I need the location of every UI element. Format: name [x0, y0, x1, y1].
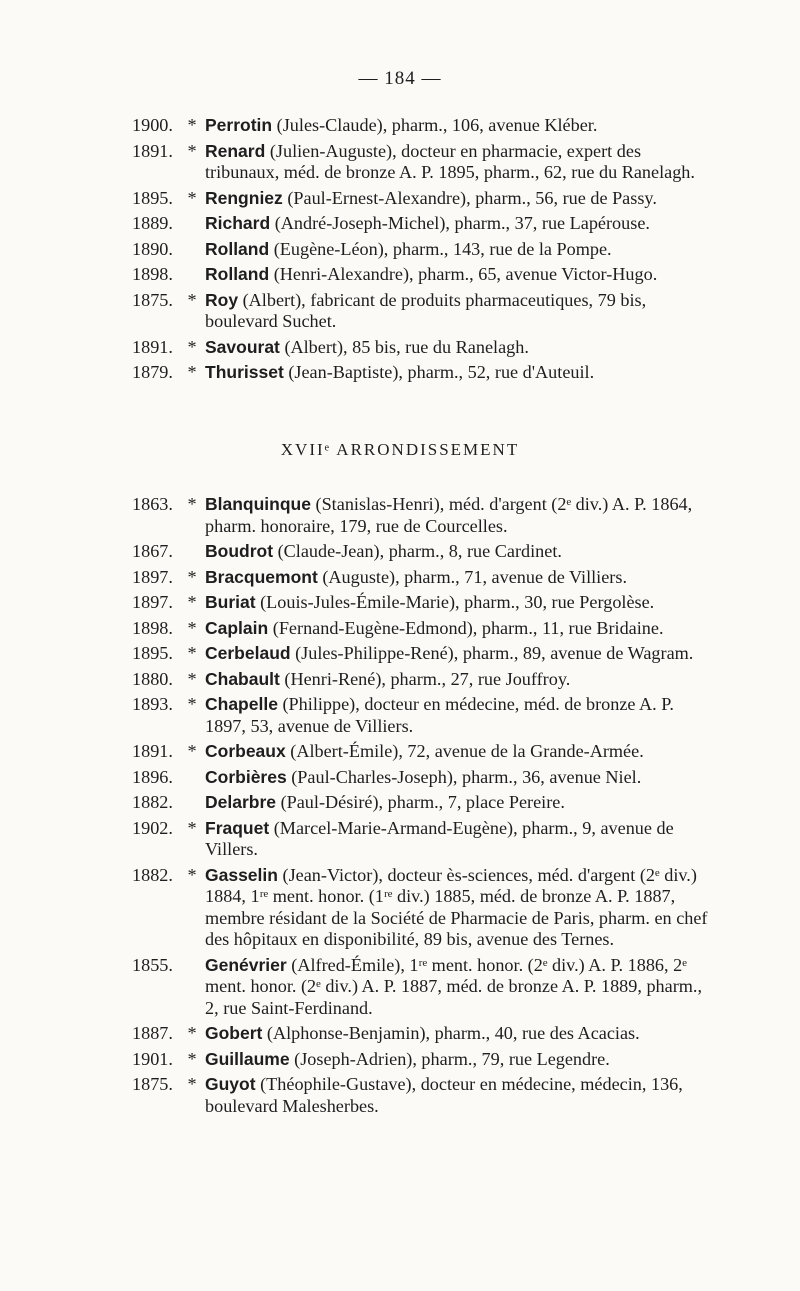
entry-asterisk: *: [187, 741, 197, 761]
entry-details: (Jean-Victor), docteur ès-sciences, méd. d'argent (2ᵉ div.) 1884, 1ʳᵉ ment. honor. (1ʳᵉ div.) 1885, méd. de bronze A. P. 1887, membre résidant de la Société de Pharmacie de Paris, pharm. en chef des hôpitaux en disponibilité, 89 bis, avenue des Ternes.: [205, 864, 708, 949]
entry-name: Renard: [205, 140, 266, 161]
entry-name: Genévrier: [205, 954, 287, 975]
directory-entry: [132, 213, 712, 235]
directory-entry: [132, 1049, 712, 1071]
entry-details: (Jules-Claude), pharm., 106, avenue Kléber.: [272, 115, 598, 135]
entry-year: 1893.: [132, 694, 173, 714]
entry-asterisk: *: [187, 187, 197, 208]
entry-details: (Théophile-Gustave), docteur en médecine, médecin, 136, boulevard Malesherbes.: [205, 1074, 683, 1116]
entry-year: 1895.: [132, 187, 173, 208]
entry-body: [205, 264, 712, 286]
entry-asterisk: *: [187, 864, 197, 885]
directory-entry: [132, 592, 712, 614]
entry-body: [205, 618, 712, 640]
entry-name: Caplain: [205, 617, 269, 638]
entry-asterisk: *: [187, 617, 197, 638]
entry-body: [205, 818, 712, 861]
entry-body: [205, 865, 712, 951]
entry-body: [205, 239, 712, 261]
directory-entry: [132, 955, 712, 1020]
entry-year: 1855.: [132, 954, 173, 975]
entry-year: 1882.: [132, 864, 173, 885]
entry-year: 1867.: [132, 541, 173, 561]
directory-entry: [132, 115, 712, 137]
entry-name: Buriat: [205, 592, 256, 612]
entry-year: 1863.: [132, 494, 173, 514]
directory-entry: [132, 643, 712, 665]
entry-list-top: [132, 115, 712, 388]
entry-name: Rengniez: [205, 187, 283, 208]
entry-name: Guyot: [205, 1074, 256, 1094]
directory-entry: [132, 792, 712, 814]
entry-year: 1891.: [132, 336, 173, 357]
directory-entry: [132, 694, 712, 737]
entry-year: 1875.: [132, 289, 173, 310]
entry-name: Bracquemont: [205, 566, 318, 587]
entry-year: 1882.: [132, 792, 173, 812]
entry-asterisk: *: [187, 592, 197, 612]
entry-body: [205, 741, 712, 763]
entry-details: (Philippe), docteur en médecine, méd. de bronze A. P. 1897, 53, avenue de Villiers.: [205, 694, 674, 736]
entry-body: [205, 592, 712, 614]
entry-name: Boudrot: [205, 541, 274, 561]
entry-body: [205, 188, 712, 210]
directory-entry: [132, 669, 712, 691]
entry-details: (Henri-René), pharm., 27, rue Jouffroy.: [279, 668, 571, 689]
entry-body: [205, 1049, 712, 1071]
directory-entry: [132, 494, 712, 537]
directory-entry: [132, 541, 712, 563]
entry-body: [205, 955, 712, 1020]
entry-year: 1891.: [132, 140, 173, 161]
entry-details: (Albert), fabricant de produits pharmaceutiques, 79 bis, boulevard Suchet.: [205, 289, 647, 331]
entry-list-bottom: [132, 494, 712, 1121]
directory-entry: [132, 290, 712, 333]
entry-name: Delarbre: [205, 792, 277, 812]
entry-body: [205, 290, 712, 333]
entry-asterisk: *: [187, 289, 197, 310]
entry-year: 1890.: [132, 238, 173, 259]
entry-body: [205, 494, 712, 537]
directory-entry: [132, 1023, 712, 1045]
entry-details: (Joseph-Adrien), pharm., 79, rue Legendre.: [289, 1048, 610, 1069]
entry-details: (Paul-Ernest-Alexandre), pharm., 56, rue de Passy.: [282, 187, 657, 208]
entry-name: Chapelle: [205, 694, 278, 714]
entry-asterisk: *: [187, 140, 197, 161]
entry-name: Thurisset: [205, 362, 284, 382]
entry-year: 1880.: [132, 668, 173, 689]
entry-year: 1902.: [132, 817, 173, 838]
entry-name: Fraquet: [205, 817, 270, 838]
entry-year: 1897.: [132, 592, 173, 612]
entry-year: 1897.: [132, 566, 173, 587]
entry-name: Savourat: [205, 336, 280, 357]
entry-details: (Alfred-Émile), 1ʳᵉ ment. honor. (2ᵉ div.) A. P. 1886, 2ᵉ ment. honor. (2ᵉ div.) A. P. 1887, méd. de bronze A. P. 1889, pharm., 2, rue Saint-Ferdinand.: [205, 954, 703, 1018]
entry-body: [205, 541, 712, 563]
entry-body: [205, 362, 712, 384]
section-heading: XVIIᵉ ARRONDISSEMENT: [280, 440, 520, 459]
entry-details: (Paul-Charles-Joseph), pharm., 36, avenue Niel.: [286, 766, 642, 787]
entry-asterisk: *: [187, 668, 197, 689]
entry-body: [205, 141, 712, 184]
directory-entry: [132, 767, 712, 789]
entry-name: Gasselin: [205, 864, 278, 885]
entry-year: 1887.: [132, 1023, 173, 1043]
entry-details: (Jules-Philippe-René), pharm., 89, avenue de Wagram.: [290, 643, 694, 663]
entry-asterisk: *: [187, 1023, 197, 1043]
entry-details: (Albert), 85 bis, rue du Ranelagh.: [279, 336, 529, 357]
entry-details: (Henri-Alexandre), pharm., 65, avenue Victor-Hugo.: [269, 264, 658, 284]
entry-body: [205, 669, 712, 691]
entry-name: Rolland: [205, 238, 270, 259]
entry-asterisk: *: [187, 566, 197, 587]
entry-year: 1898.: [132, 264, 173, 284]
directory-entry: [132, 1074, 712, 1117]
entry-year: 1898.: [132, 617, 173, 638]
directory-entry: [132, 337, 712, 359]
directory-entry: [132, 865, 712, 951]
entry-name: Cerbelaud: [205, 643, 291, 663]
entry-asterisk: *: [187, 817, 197, 838]
entry-name: Guillaume: [205, 1048, 290, 1069]
entry-body: [205, 1074, 712, 1117]
entry-asterisk: *: [187, 336, 197, 357]
entry-year: 1879.: [132, 362, 173, 382]
entry-details: (Julien-Auguste), docteur en pharmacie, expert des tribunaux, méd. de bronze A. P. 1895, pharm., 62, rue du Ranelagh.: [205, 140, 695, 182]
entry-details: (Eugène-Léon), pharm., 143, rue de la Pompe.: [269, 238, 612, 259]
entry-asterisk: *: [187, 643, 197, 663]
entry-name: Corbeaux: [205, 741, 286, 761]
entry-details: (Alphonse-Benjamin), pharm., 40, rue des Acacias.: [262, 1023, 640, 1043]
entry-name: Blanquinque: [205, 494, 311, 514]
entry-name: Chabault: [205, 668, 280, 689]
entry-details: (Albert-Émile), 72, avenue de la Grande-Armée.: [285, 741, 644, 761]
entry-details: (Claude-Jean), pharm., 8, rue Cardinet.: [273, 541, 562, 561]
entry-body: [205, 643, 712, 665]
entry-details: (Auguste), pharm., 71, avenue de Villiers.: [317, 566, 627, 587]
entry-name: Corbières: [205, 766, 287, 787]
entry-body: [205, 115, 712, 137]
entry-name: Rolland: [205, 264, 270, 284]
entry-asterisk: *: [187, 115, 197, 135]
entry-name: Perrotin: [205, 115, 273, 135]
entry-year: 1891.: [132, 741, 173, 761]
entry-asterisk: *: [187, 1074, 197, 1094]
entry-year: 1895.: [132, 643, 173, 663]
directory-entry: [132, 818, 712, 861]
entry-year: 1896.: [132, 766, 173, 787]
entry-year: 1889.: [132, 213, 173, 233]
entry-details: (Louis-Jules-Émile-Marie), pharm., 30, rue Pergolèse.: [255, 592, 655, 612]
entry-details: (Stanislas-Henri), méd. d'argent (2ᵉ div.) A. P. 1864, pharm. honoraire, 179, rue de Courcelles.: [205, 494, 693, 536]
entry-body: [205, 767, 712, 789]
directory-entry: [132, 362, 712, 384]
entry-body: [205, 792, 712, 814]
entry-details: (Fernand-Eugène-Edmond), pharm., 11, rue Bridaine.: [268, 617, 664, 638]
entry-asterisk: *: [187, 694, 197, 714]
entry-name: Gobert: [205, 1023, 263, 1043]
entry-body: [205, 567, 712, 589]
entry-asterisk: *: [187, 362, 197, 382]
entry-body: [205, 694, 712, 737]
entry-asterisk: *: [187, 1048, 197, 1069]
entry-details: (Jean-Baptiste), pharm., 52, rue d'Auteuil.: [283, 362, 595, 382]
entry-name: Richard: [205, 213, 271, 233]
entry-year: 1901.: [132, 1048, 173, 1069]
page-number: — 184 —: [358, 68, 442, 89]
directory-entry: [132, 264, 712, 286]
entry-year: 1900.: [132, 115, 173, 135]
entry-details: (Marcel-Marie-Armand-Eugène), pharm., 9, avenue de Villers.: [205, 817, 674, 859]
entry-body: [205, 337, 712, 359]
directory-entry: [132, 239, 712, 261]
entry-body: [205, 1023, 712, 1045]
directory-entry: [132, 188, 712, 210]
directory-entry: [132, 741, 712, 763]
directory-entry: [132, 141, 712, 184]
entry-name: Roy: [205, 289, 239, 310]
directory-entry: [132, 618, 712, 640]
entry-asterisk: *: [187, 494, 197, 514]
entry-year: 1875.: [132, 1074, 173, 1094]
entry-body: [205, 213, 712, 235]
directory-entry: [132, 567, 712, 589]
entry-details: (André-Joseph-Michel), pharm., 37, rue Lapérouse.: [270, 213, 650, 233]
entry-details: (Paul-Désiré), pharm., 7, place Pereire.: [276, 792, 565, 812]
